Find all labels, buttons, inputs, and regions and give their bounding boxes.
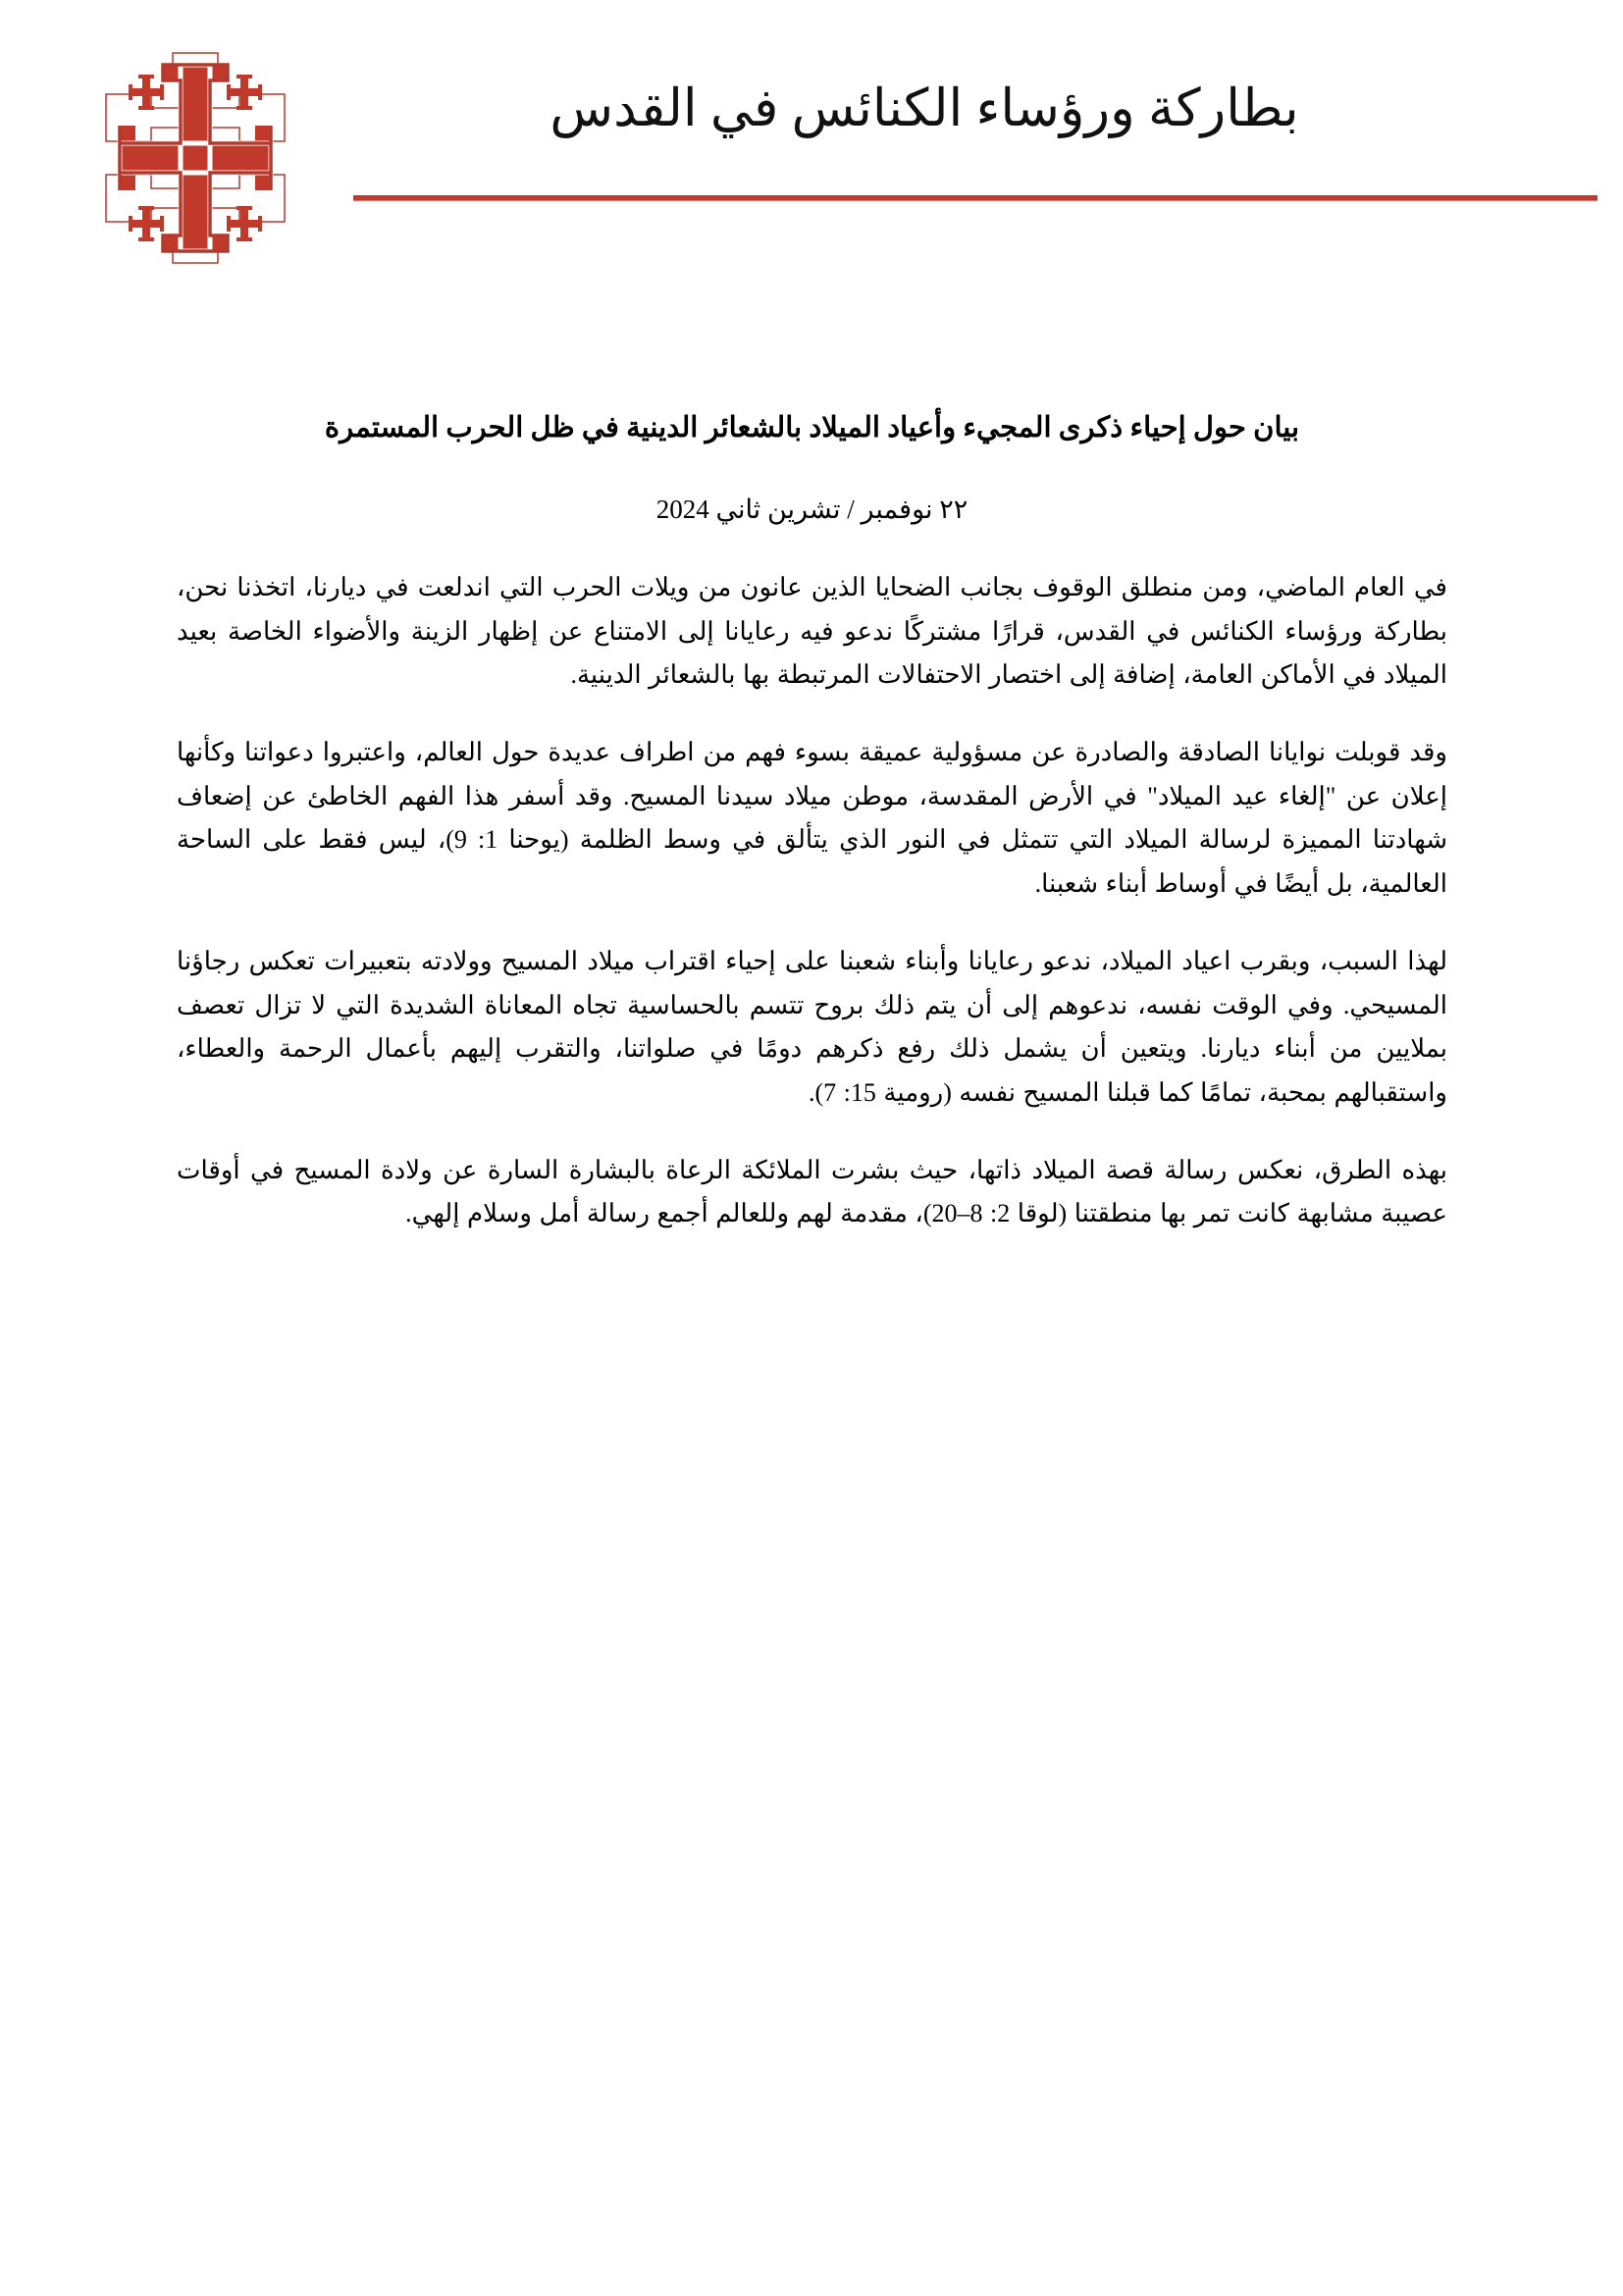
letterhead [0,0,1623,314]
jerusalem-cross-logo [102,31,288,285]
body-paragraph: وقد قوبلت نوايانا الصادقة والصادرة عن مسؤولية عميقة بسوء فهم من اطراف عديدة حول العالم، واعتبروا دعواتنا وكأنها إعلان عن "إلغاء عيد الميلاد" في الأرض المقدسة، موطن ميلاد سيدنا المسيح. وقد أسفر هذا الفهم الخاطئ عن إضعاف شهادتنا المميزة لرسالة الميلاد التي تتمثل في النور الذي يتألق في وسط الظلمة (يوحنا 1: 9)، ليس فقط على الساحة العالمية، بل أيضًا في أوساط أبناء شعبنا. [177,738,1447,899]
body-paragraph: في العام الماضي، ومن منطلق الوقوف بجانب الضحايا الذين عانون من ويلات الحرب التي اندلعت في ديارنا، اتخذنا نحن، بطاركة ورؤساء الكنائس في القدس، قرارًا مشتركًا ندعو فيه رعايانا إلى الامتناع عن إظهار الزينة والأضواء الخاصة بعيد الميلاد في الأماكن العامة، إضافة إلى اختصار الاحتفالات المرتبطة بها بالشعائر الدينية. [177,572,1447,690]
body-paragraph: لهذا السبب، وبقرب اعياد الميلاد، ندعو رعايانا وأبناء شعبنا على إحياء اقتراب ميلاد المسيح وولادته بتعبيرات تعكس رجاؤنا المسيحي. وفي الوقت نفسه، ندعوهم إلى أن يتم ذلك بروح تتسم بالحساسية تجاه المعاناة الشديدة التي لا تزال تعصف بملايين من أبناء ديارنا. ويتعين أن يشمل ذلك رفع ذكرهم دومًا في صلواتنا، والتقرب إليهم بأعمال الرحمة والعطاء، واستقبالهم بمحبة، تمامًا كما قبلنا المسيح نفسه (رومية 15: 7). [177,946,1447,1108]
statement-title: بيان حول إحياء ذكرى المجيء وأعياد الميلاد بالشعائر الدينية في ظل الحرب المستمرة [324,412,1300,444]
header-divider [353,195,1597,201]
organization-title: بطاركة ورؤساء الكنائس في القدس [550,80,1299,137]
body-paragraph: بهذه الطرق، نعكس رسالة قصة الميلاد ذاتها، حيث بشرت الملائكة الرعاة بالبشارة السارة عن ولادة المسيح في أوقات عصيبة مشابهة كانت تمر بها منطقتنا (لوقا 2: 8–20)، مقدمة لهم وللعالم أجمع رسالة أمل وسلام إلهي. [177,1155,1447,1228]
statement-date: ٢٢ نوفمبر / تشرين ثاني 2024 [655,495,969,525]
document-body [177,407,1447,1236]
